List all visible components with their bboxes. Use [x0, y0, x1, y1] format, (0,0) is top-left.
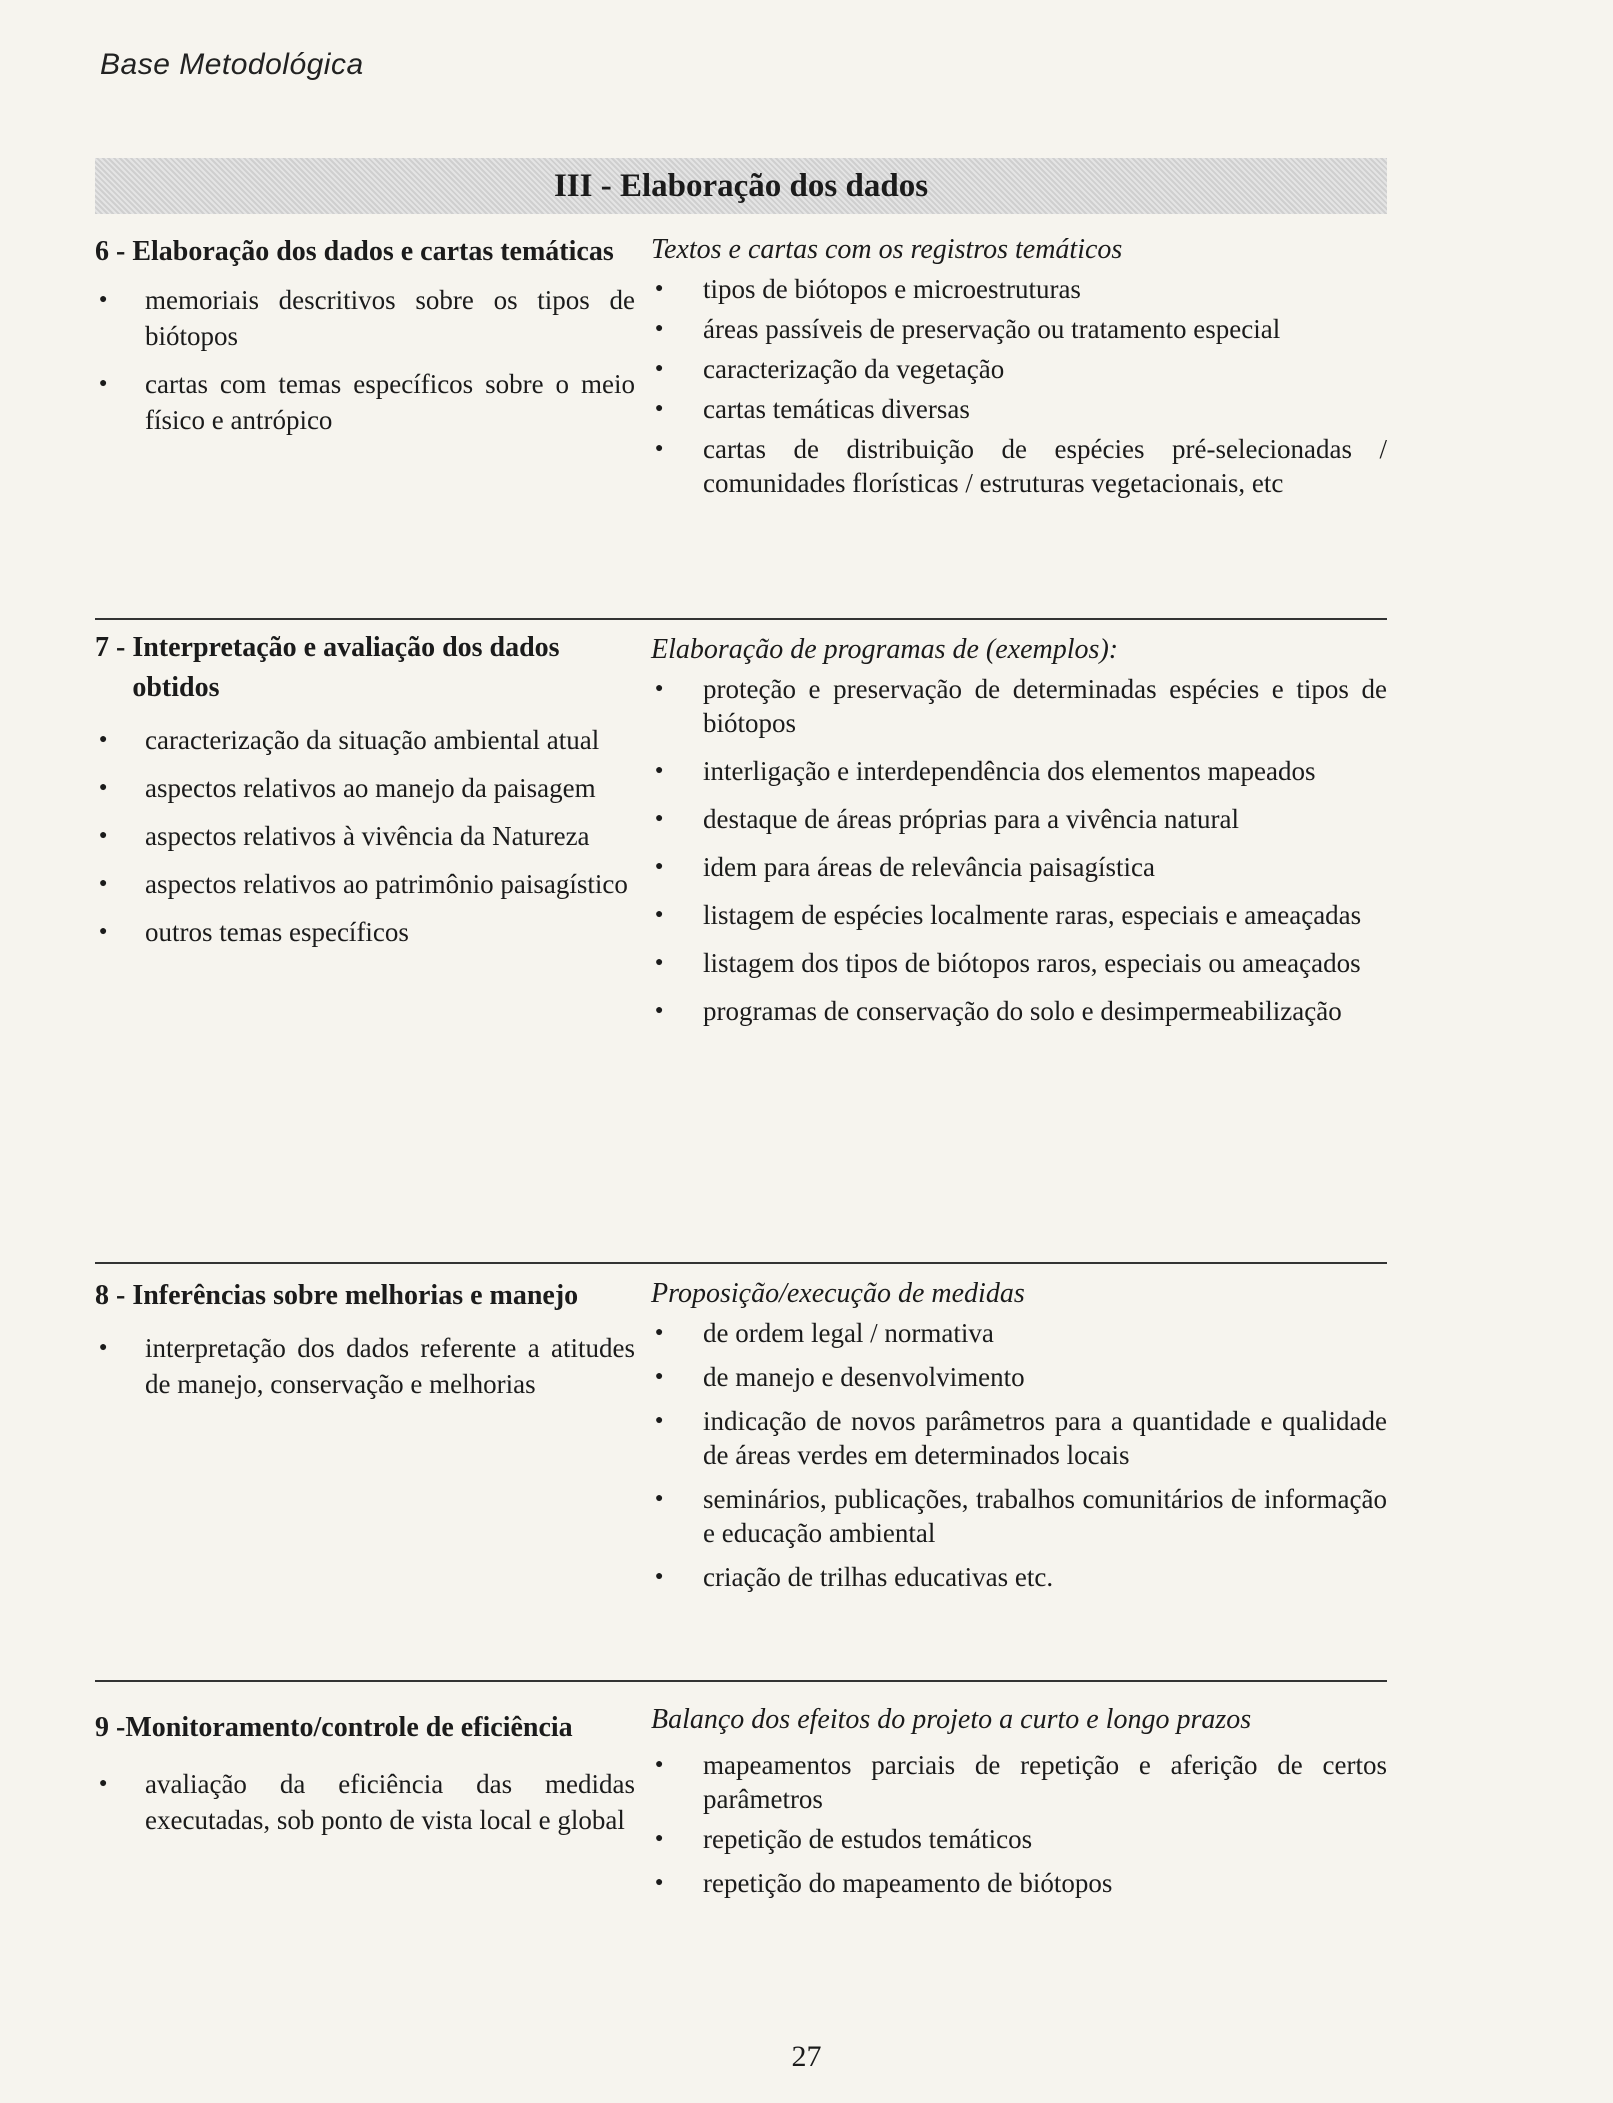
section-7-right [651, 628, 1387, 1034]
list-item: ● seminários, publicações, trabalhos comunitários de informação e educação ambiental [651, 1482, 1387, 1550]
list-item: ● de manejo e desenvolvimento [651, 1360, 1387, 1394]
section-8-left [95, 1276, 635, 1414]
section-6-title [95, 232, 635, 272]
section-9-subtitle: Balanço dos efeitos do projeto a curto e longo prazos [651, 1704, 1252, 1735]
list-item: ● aspectos relativos à vivência da Natureza [95, 818, 635, 854]
section-divider [95, 618, 1387, 620]
list-item: ● interligação e interdependência dos elementos mapeados [651, 754, 1387, 788]
section-7-left-list [95, 722, 635, 950]
list-item: ● mapeamentos parciais de repetição e aferição de certos parâmetros [651, 1748, 1387, 1816]
section-6-number: 6 - [95, 236, 133, 267]
section-8-subtitle: Proposição/execução de medidas [651, 1278, 1025, 1309]
section-6-right [651, 232, 1387, 506]
section-6-left-list [95, 282, 635, 438]
section-6-subtitle: Textos e cartas com os registros temáticos [651, 234, 1123, 265]
list-item: ● cartas de distribuição de espécies pré-selecionadas / comunidades florísticas / estruturas vegetacionais, etc [651, 432, 1387, 500]
section-9-right [651, 1700, 1387, 1906]
list-item: ● tipos de biótopos e microestruturas [651, 272, 1387, 306]
section-7-number: 7 - [95, 632, 133, 663]
section-6-title-text: Elaboração dos dados e cartas temáticas [132, 236, 614, 267]
list-item: ● repetição de estudos temáticos [651, 1822, 1387, 1856]
section-divider [95, 1262, 1387, 1264]
list-item: ● listagem dos tipos de biótopos raros, especiais ou ameaçados [651, 946, 1387, 980]
list-item: ● interpretação dos dados referente a atitudes de manejo, conservação e melhorias [95, 1330, 635, 1402]
list-item: ● de ordem legal / normativa [651, 1316, 1387, 1350]
list-item: ● aspectos relativos ao patrimônio paisagístico [95, 866, 635, 902]
list-item: ● idem para áreas de relevância paisagística [651, 850, 1387, 884]
list-item: ● cartas temáticas diversas [651, 392, 1387, 426]
section-8-left-list [95, 1330, 635, 1402]
list-item: ● criação de trilhas educativas etc. [651, 1560, 1387, 1594]
list-item: ● aspectos relativos ao manejo da paisagem [95, 770, 635, 806]
section-9-left-list [95, 1766, 635, 1838]
list-item: ● destaque de áreas próprias para a vivência natural [651, 802, 1387, 836]
section-7-subtitle: Elaboração de programas de (exemplos): [651, 634, 1119, 665]
section-9-title-text: Monitoramento/controle de eficiência [125, 1712, 573, 1743]
section-8-right-list [651, 1316, 1387, 1594]
section-6-left [95, 232, 635, 450]
section-9-number: 9 - [95, 1712, 126, 1743]
list-item: ● repetição do mapeamento de biótopos [651, 1866, 1387, 1900]
list-item: ● programas de conservação do solo e desimpermeabilização [651, 994, 1387, 1028]
page-number: 27 [791, 2040, 822, 2073]
list-item: ● indicação de novos parâmetros para a quantidade e qualidade de áreas verdes em determinados locais [651, 1404, 1387, 1472]
section-9-right-list [651, 1748, 1387, 1900]
section-divider [95, 1680, 1387, 1682]
section-7-title [95, 628, 635, 708]
section-9-title [95, 1700, 635, 1756]
list-item: ● avaliação da eficiência das medidas executadas, sob ponto de vista local e global [95, 1766, 635, 1838]
section-7 [95, 628, 1387, 1253]
table-title-band [95, 158, 1387, 214]
running-header: Base Metodológica [100, 48, 364, 81]
section-8-title-text: Inferências sobre melhorias e manejo [132, 1280, 579, 1311]
list-item: ● memoriais descritivos sobre os tipos de biótopos [95, 282, 635, 354]
table-title: III - Elaboração dos dados [553, 168, 929, 204]
section-7-title-text: Interpretação e avaliação dos dados obtidos [132, 632, 560, 703]
section-8-title [95, 1276, 635, 1316]
list-item: ● proteção e preservação de determinadas espécies e tipos de biótopos [651, 672, 1387, 740]
section-8 [95, 1276, 1387, 1671]
section-8-number: 8 - [95, 1280, 133, 1311]
section-8-right [651, 1276, 1387, 1600]
list-item: ● listagem de espécies localmente raras, especiais e ameaçadas [651, 898, 1387, 932]
list-item: ● caracterização da situação ambiental atual [95, 722, 635, 758]
section-6-right-list [651, 272, 1387, 500]
section-7-left [95, 628, 635, 962]
section-6 [95, 232, 1387, 612]
list-item: ● caracterização da vegetação [651, 352, 1387, 386]
list-item: ● áreas passíveis de preservação ou tratamento especial [651, 312, 1387, 346]
list-item: ● cartas com temas específicos sobre o meio físico e antrópico [95, 366, 635, 438]
section-7-right-list [651, 672, 1387, 1028]
section-9 [95, 1700, 1387, 2000]
section-9-left [95, 1700, 635, 1850]
list-item: ● outros temas específicos [95, 914, 635, 950]
